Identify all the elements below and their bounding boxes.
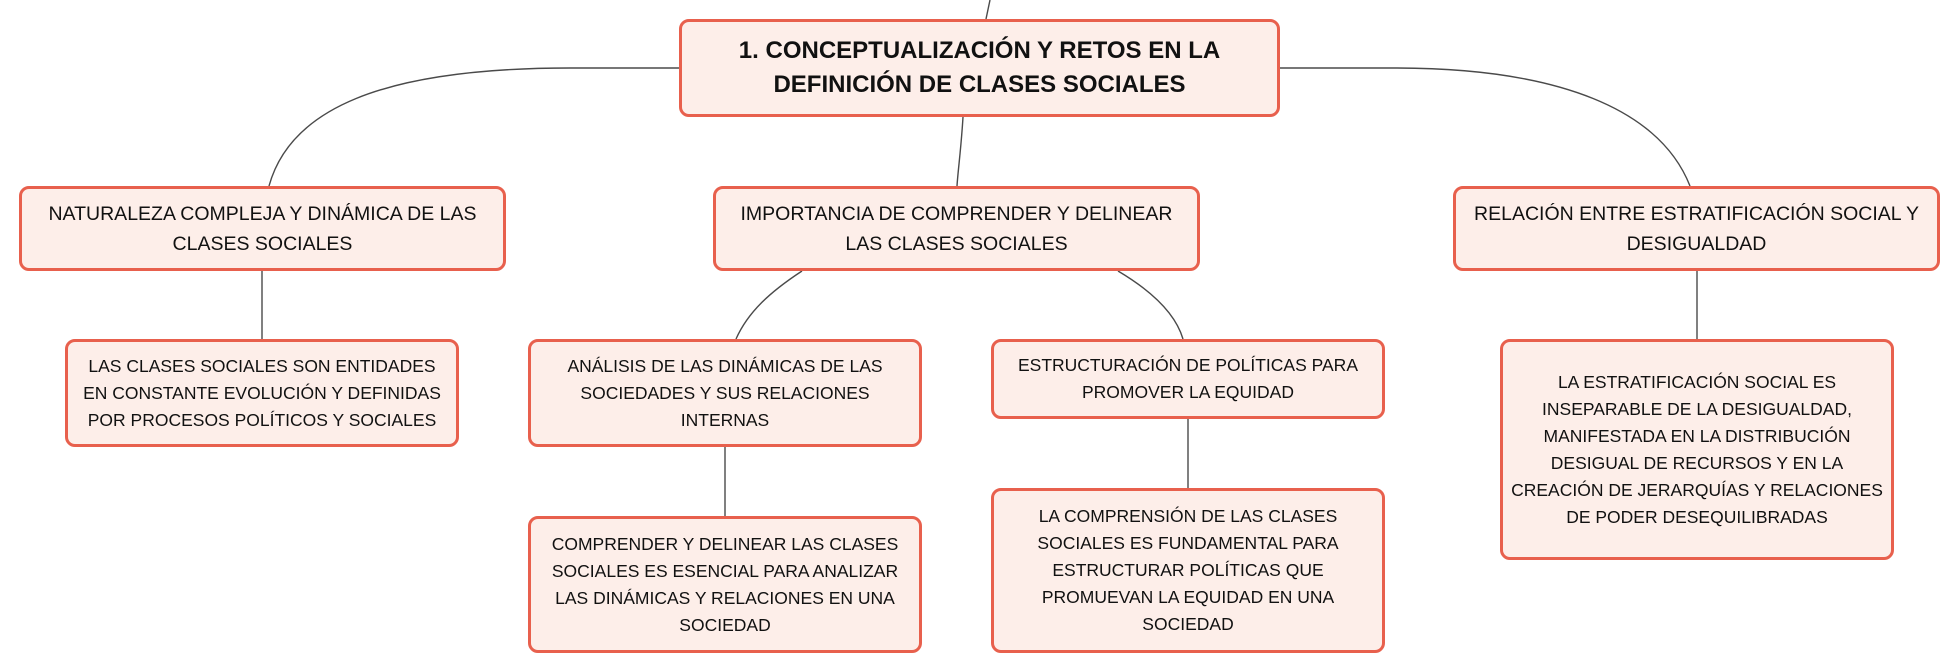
node-fundamental-understanding[interactable]	[991, 488, 1385, 653]
node-dynamics-analysis[interactable]	[528, 339, 922, 447]
root-topic[interactable]	[679, 19, 1280, 117]
node-dynamics-analysis-label: ANÁLISIS DE LAS DINÁMICAS DE LAS SOCIEDADES Y SUS RELACIONES INTERNAS	[567, 355, 883, 430]
node-inequality[interactable]	[1500, 339, 1894, 560]
connector-topic-2-policies	[1118, 271, 1183, 339]
topic-stratification-label: RELACIÓN ENTRE ESTRATIFICACIÓN SOCIAL Y DESIGUALDAD	[1474, 202, 1919, 255]
topic-importance-label: IMPORTANCIA DE COMPRENDER Y DELINEAR LAS CLASES SOCIALES	[740, 202, 1173, 255]
node-fundamental-understanding-label: LA COMPRENSIÓN DE LAS CLASES SOCIALES ES FUNDAMENTAL PARA ESTRUCTURAR POLÍTICAS QUE PROMUEVAN LA EQUIDAD EN UNA SOCIEDAD	[1037, 506, 1339, 634]
node-inequality-label: LA ESTRATIFICACIÓN SOCIAL ES INSEPARABLE DE LA DESIGUALDAD, MANIFESTADA EN LA DISTRIBUCIÓN DESIGUAL DE RECURSOS Y EN LA CREACIÓN DE JERARQUÍAS Y RELACIONES DE PODER DESEQUILIBRADAS	[1511, 371, 1883, 527]
root-topic-label: 1. CONCEPTUALIZACIÓN Y RETOS EN LA DEFINICIÓN DE CLASES SOCIALES	[738, 37, 1221, 98]
node-policy-structuring-label: ESTRUCTURACIÓN DE POLÍTICAS PARA PROMOVER LA EQUIDAD	[1017, 355, 1358, 402]
topic-nature[interactable]	[19, 186, 506, 271]
connector-root-topic-1	[269, 68, 679, 186]
connector-parent-root	[986, 0, 990, 19]
node-constant-evolution[interactable]	[65, 339, 459, 447]
node-essential-understanding[interactable]	[528, 516, 922, 653]
connector-root-topic-2	[957, 117, 963, 186]
topic-stratification[interactable]	[1453, 186, 1940, 271]
topic-importance[interactable]	[713, 186, 1200, 271]
node-policy-structuring[interactable]	[991, 339, 1385, 419]
connector-topic-2-analysis	[736, 271, 802, 339]
connector-root-topic-3	[1280, 68, 1690, 186]
topic-nature-label: NATURALEZA COMPLEJA Y DINÁMICA DE LAS CLASES SOCIALES	[48, 202, 477, 255]
node-essential-understanding-label: COMPRENDER Y DELINEAR LAS CLASES SOCIALES ES ESENCIAL PARA ANALIZAR LAS DINÁMICAS Y RELACIONES EN UNA SOCIEDAD	[551, 533, 899, 635]
node-constant-evolution-label: LAS CLASES SOCIALES SON ENTIDADES EN CONSTANTE EVOLUCIÓN Y DEFINIDAS POR PROCESOS POLÍTICOS Y SOCIALES	[83, 355, 441, 430]
